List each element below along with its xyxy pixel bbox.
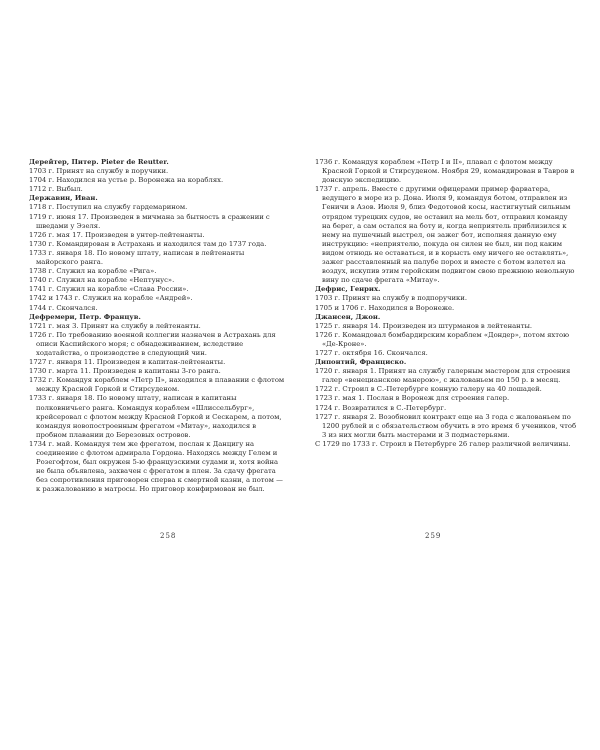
- service-record-entry: 1732 г. Командуя кораблем «Петр II», находился в плавании с флотом между Красной Горкой и Стирсуденом.: [29, 376, 285, 394]
- right-page-text: [315, 158, 577, 449]
- service-record-entry: 1723 г. мая 1. Послан в Воронеж для строения галер.: [315, 394, 510, 403]
- service-record-entry: 1738 г. Служил на корабле «Рига».: [29, 267, 157, 276]
- service-record-entry: 1724 г. Возвратился в С.-Петербург.: [315, 403, 447, 412]
- service-record-entry: 1718 г. Поступил на службу гардемарином.: [29, 203, 188, 212]
- service-record-entry: 1740 г. Служил на корабле «Нептунус».: [29, 276, 175, 285]
- left-page-text: [29, 158, 285, 494]
- service-record-entry: 1737 г. апрель. Вместе с другими офицерами пример фарватера, ведущего в море из р. Дона. Июля 9, командуя ботом, отправлен из Геничи в Азов. Июля 9, близ Федотовой косы, настигнутый сильным отрядом турецких судов, не оставил на мель бот, отправил команду на берег, а сам остался на боту и, когда неприятель приблизился к нему на пушечный выстрел, он зажег бот, исполняя данную ему инструкцию: «неприятелю, покуда он силен не был, ни под каким видом отнюдь не оставаться, и в корысть ему ничего не оставлять», зажег расставленный на палубе порох и вместе с ботом взлетел на воздух, искупив этим геройским подвигом свою прежнюю невольную вину по сдаче фрегата «Митау».: [315, 185, 575, 285]
- service-record-entry: 1741 г. Служил на корабле «Слава России».: [29, 285, 189, 294]
- service-record-entry: 1725 г. января 14. Произведен из штурманов в лейтенанты.: [315, 321, 533, 330]
- person-name-heading: Державин, Иван.: [29, 194, 98, 203]
- service-record-entry: 1734 г. май. Командуя тем же фрегатом, послан к Данцигу на соединение с флотом адмирала Гордона. Находясь между Гелем и Розегофтом, был окружен 5-ю французскими судами и, хотя война не была объявлена, захвачен с фрегатом в плен. За сдачу фрегата без сопротивления приговорен сперва к смертной казни, а потом — к разжалованию в матросы. Но приговор конфирмован не был.: [29, 439, 283, 494]
- page-number-right: 259: [425, 532, 442, 540]
- service-record-entry: 1726 г. По требованию военной коллегии назначен в Астрахань для описи Каспийского моря; с обнадеживанием, вследствие ходатайства, о производстве в следующий чин.: [29, 330, 276, 357]
- service-record-entry: 1733 г. января 18. По новому штату, написан в капитаны полковничьего ранга. Командуя кораблем «Шлиссельбург», крейсеровал с флотом между Красной Горкой и Сескарем, а потом, командуя новопостроенным фрегатом «Митау», находился в пробном плавании до Березовых островов.: [29, 394, 282, 439]
- service-record-entry: 1730 г. Командирован в Астрахань и находился там до 1737 года.: [29, 239, 267, 248]
- person-name-heading: Джансен, Джон.: [315, 312, 381, 321]
- service-record-entry: 1742 и 1743 г. Служил на корабле «Андрей».: [29, 294, 193, 303]
- service-record-entry: 1712 г. Выбыл.: [29, 185, 83, 194]
- service-record-entry: 1721 г. мая 3. Принят на службу в лейтенанты.: [29, 321, 201, 330]
- service-record-entry: 1733 г. января 18. По новому штату, написан в лейтенанты майорского ранга.: [29, 248, 245, 267]
- service-record-entry: 1726 г. Командовал бомбардирским кораблем «Дондер», потом яхтою «Де-Кроне».: [315, 330, 570, 348]
- service-record-entry: 1730 г. марта 11. Произведен в капитаны 3-го ранга.: [29, 367, 221, 376]
- service-record-entry: 1727 г. января 2. Возобновил контракт еще на 3 года с жалованьем по 1200 рублей и с обязательством обучить в это время 6 учеников, чтоб 3 из них могли быть мастерами и 3 подмастерьями.: [315, 412, 577, 439]
- service-record-entry: 1703 г. Принят на службу в поручики.: [29, 167, 169, 176]
- person-name-heading: Дефремери, Петр. Францув.: [29, 312, 141, 321]
- person-name-heading: Дефрис, Генрих.: [315, 285, 381, 294]
- page-number-left: 258: [160, 532, 177, 540]
- person-name-heading: Дипонтий, Франциско.: [315, 358, 407, 367]
- service-record-entry: 1726 г. мая 17. Произведен в унтер-лейтенанты.: [29, 230, 205, 239]
- service-record-entry: 1705 и 1706 г. Находился в Воронеже.: [315, 303, 455, 312]
- person-name-heading: Дерейтер, Питер. Pieter de Reutter.: [29, 158, 169, 166]
- service-record-entry: 1744 г. Скончался.: [29, 303, 98, 312]
- service-record-entry: 1720 г. января 1. Принят на службу галерным мастером для строения галер «венецианскою манерою», с жалованьем по 150 р. в месяц.: [315, 367, 571, 385]
- service-record-entry: 1704 г. Находился на устье р. Воронежа на кораблях.: [29, 176, 224, 185]
- service-record-entry: 1727 г. января 11. Произведен в капитан-лейтенанты.: [29, 358, 226, 367]
- service-record-entry: 1703 г. Принят на службу в подпоручики.: [315, 294, 467, 303]
- service-record-entry: 1722 г. Строил в С.-Петербурге конную галеру на 40 лошадей.: [315, 385, 542, 394]
- service-record-entry: 1727 г. октября 16. Скончался.: [315, 348, 428, 357]
- service-record-entry: С 1729 по 1733 г. Строил в Петербурге 26 галер различной величины.: [315, 439, 571, 448]
- service-record-entry: 1719 г. июня 17. Произведен в мичмана за бытность в сражении с шведами у Эзеля.: [29, 212, 270, 230]
- service-record-entry: 1736 г. Командуя кораблем «Петр I и II», плавал с флотом между Красной Горкой и Стирсуденом. Ноября 29, командирован в Тавров в донскую экспедицию.: [315, 158, 575, 185]
